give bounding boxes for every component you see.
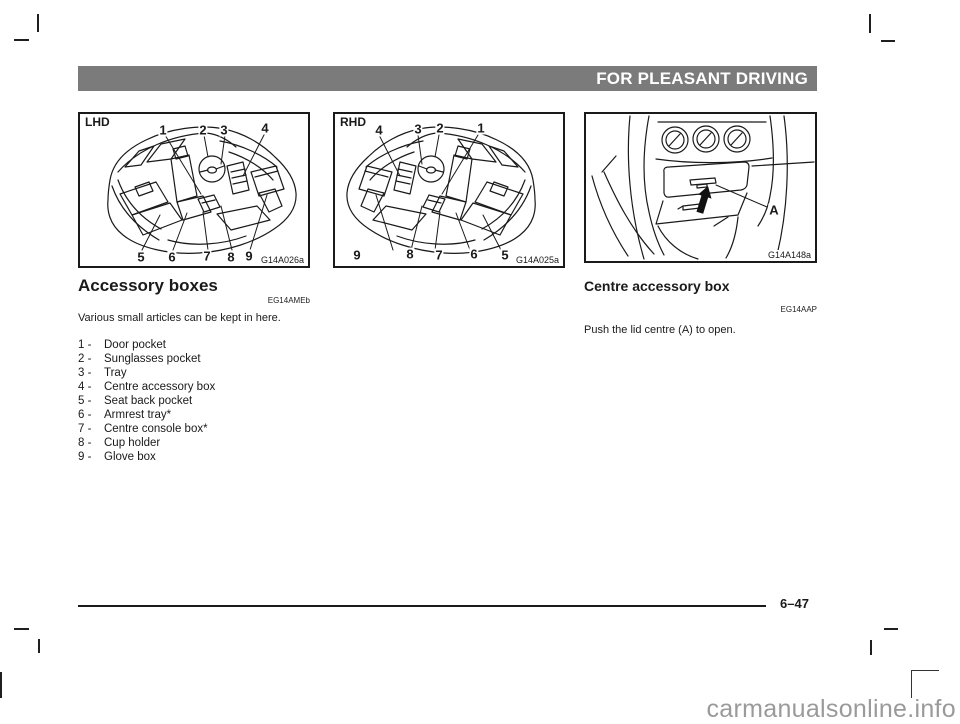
figure-code: G14A026a — [260, 255, 304, 265]
callout-label: 3 — [220, 122, 228, 138]
figure-panel-lhd — [78, 112, 310, 268]
callout-label: 7 — [203, 248, 211, 264]
figure-panel-rhd — [333, 112, 565, 268]
crop-mark — [884, 628, 898, 630]
callout-label: 1 — [159, 122, 167, 138]
chapter-header — [78, 66, 817, 91]
crop-mark — [881, 40, 895, 42]
list-item: 2 - Sunglasses pocket — [78, 353, 201, 365]
figure-code: G14A148a — [767, 250, 811, 260]
figure-panel-console — [584, 112, 817, 263]
callout-label: 4 — [375, 122, 383, 138]
watermark-text: carmanualsonline.info — [706, 695, 956, 723]
crop-mark-corner — [911, 670, 939, 698]
list-item: 4 - Centre accessory box — [78, 381, 216, 393]
section-heading-accessory-boxes: Accessory boxes — [78, 276, 218, 295]
list-item: 8 - Cup holder — [78, 437, 161, 449]
figure-callouts — [586, 114, 815, 261]
crop-mark — [37, 14, 39, 32]
callout-label: 7 — [435, 247, 443, 263]
section-body: Push the lid centre (A) to open. — [584, 324, 736, 336]
callout-label: 8 — [227, 249, 235, 265]
list-item: 9 - Glove box — [78, 451, 156, 463]
section-code: EG14AMEb — [267, 296, 310, 305]
crop-mark — [870, 640, 872, 655]
chapter-title: FOR PLEASANT DRIVING — [596, 68, 808, 88]
drive-side-label: RHD — [340, 115, 366, 129]
section-code: EG14AAP — [780, 305, 817, 314]
callout-label: 2 — [199, 122, 207, 138]
callout-label: 6 — [168, 249, 176, 265]
callout-label: 8 — [406, 246, 414, 262]
callout-label: 5 — [137, 249, 145, 265]
crop-mark — [38, 639, 40, 653]
callout-label: 1 — [477, 120, 485, 136]
page-number: 6–47 — [780, 596, 809, 611]
section-intro: Various small articles can be kept in here. — [78, 312, 281, 324]
drive-side-label: LHD — [85, 115, 110, 129]
footer-rule — [78, 605, 766, 607]
crop-mark — [869, 14, 871, 33]
crop-mark — [14, 39, 29, 41]
callout-label: 9 — [353, 247, 361, 263]
callout-label: 9 — [245, 248, 253, 264]
list-item: 5 - Seat back pocket — [78, 395, 193, 407]
figure-callouts — [335, 114, 563, 266]
list-item: 7 - Centre console box* — [78, 423, 208, 435]
list-item: 3 - Tray — [78, 367, 127, 379]
callout-label: 3 — [414, 121, 422, 137]
accessory-item-list — [78, 338, 318, 464]
list-item: 1 - Door pocket — [78, 339, 167, 351]
crop-mark — [0, 672, 2, 698]
callout-label: A — [769, 202, 779, 218]
callout-label: 6 — [470, 246, 478, 262]
callout-label: 5 — [501, 247, 509, 263]
figure-callouts — [80, 114, 308, 266]
callout-label: 2 — [436, 120, 444, 136]
crop-mark — [14, 628, 29, 630]
callout-label: 4 — [261, 120, 269, 136]
section-heading-centre-accessory-box: Centre accessory box — [584, 278, 730, 294]
list-item: 6 - Armrest tray* — [78, 409, 172, 421]
figure-code: G14A025a — [515, 255, 559, 265]
